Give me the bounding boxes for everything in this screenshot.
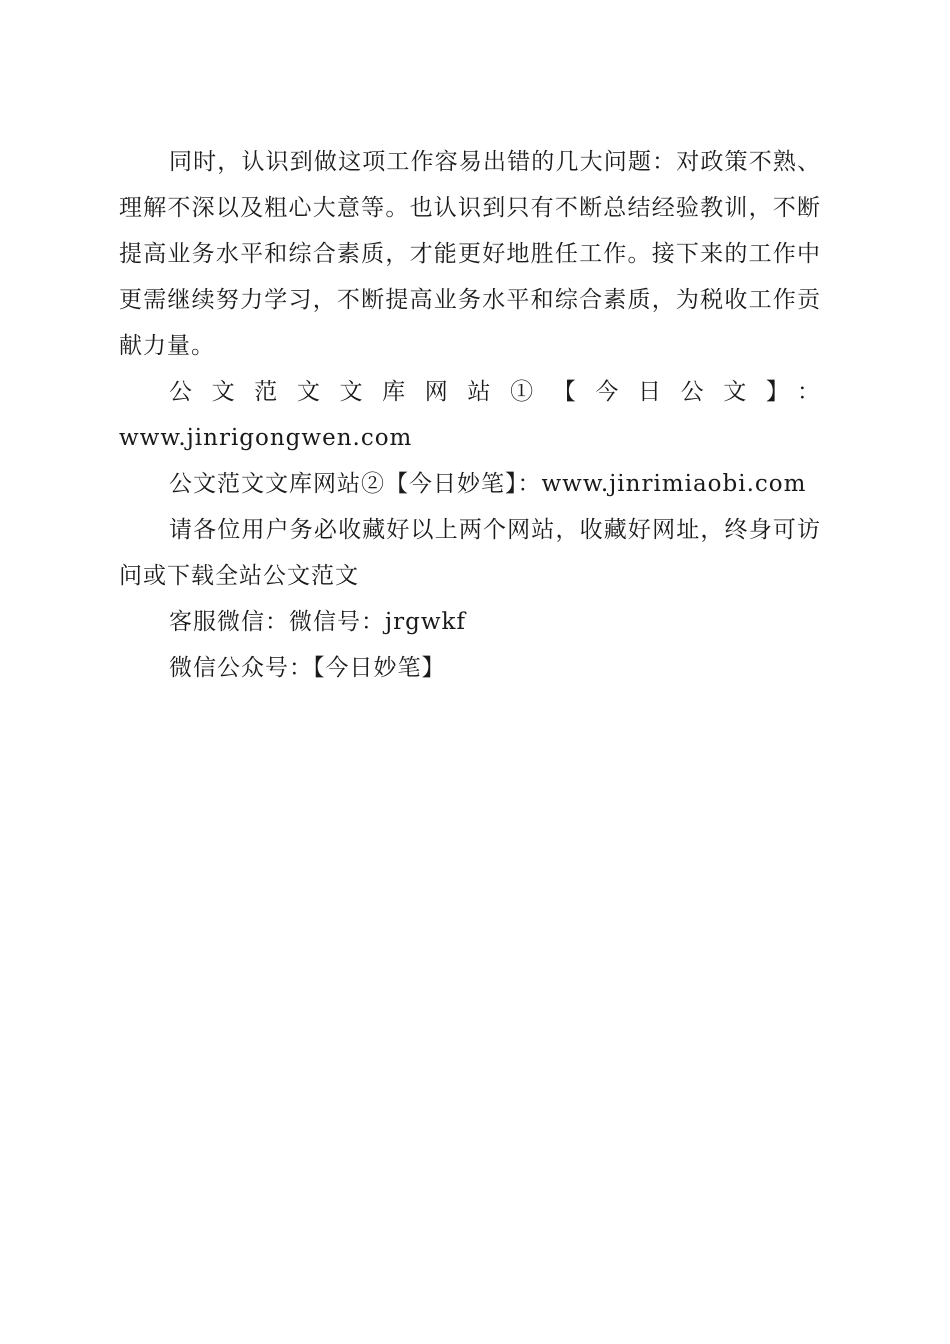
site-1-url: www.jinrigongwen.com <box>119 425 413 451</box>
official-account: 微信公众号：【今日妙笔】 <box>169 655 446 681</box>
site-2-paragraph <box>119 461 821 507</box>
bookmark-reminder: 请各位用户务必收藏好以上两个网站，收藏好网址，终身可访问或下载全站公文范文 <box>119 517 821 589</box>
summary-paragraph: 同时，认识到做这项工作容易出错的几大问题：对政策不熟、理解不深以及粗心大意等。也认识到只有不断总结经验教训，不断提高业务水平和综合素质，才能更好地胜任工作。接下来的工作中更需继续努力学习，不断提高业务水平和综合素质，为税收工作贡献力量。 <box>119 149 821 359</box>
site-2-url: www.jinrimiaobi.com <box>541 471 807 497</box>
customer-service-wechat: 客服微信：微信号：jrgwkf <box>169 609 466 635</box>
document-body <box>119 139 821 691</box>
site-2-label: 公文范文文库网站②【今日妙笔】： <box>169 471 542 497</box>
site-1-label: 公文范文文库网站①【今日公文】： <box>169 379 821 405</box>
site-1-paragraph <box>119 369 821 461</box>
